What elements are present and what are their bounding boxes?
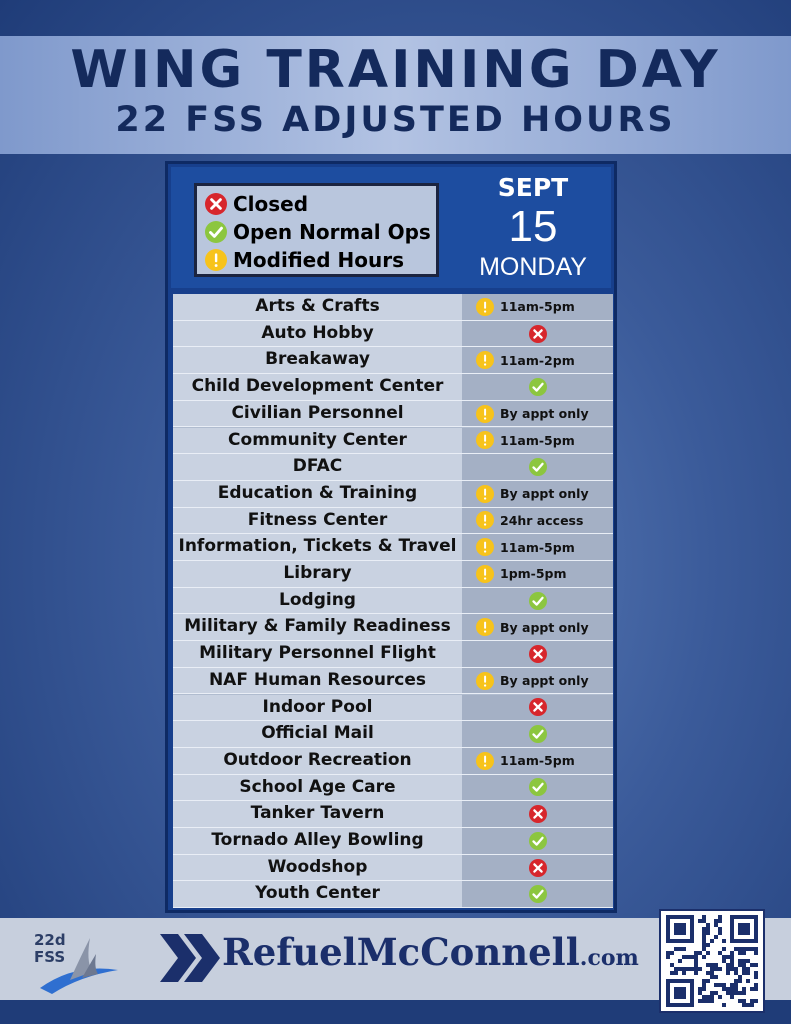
table-row: [173, 721, 613, 748]
facility-status: [462, 614, 613, 640]
table-row: [173, 775, 613, 802]
facility-status: [462, 561, 613, 587]
facility-hours: 11am-2pm: [500, 352, 575, 368]
facility-status: [462, 828, 613, 854]
date-month: SEPT: [497, 173, 569, 202]
closed-icon: [529, 805, 547, 823]
facility-name: DFAC: [173, 454, 462, 480]
legend-closed: [205, 190, 436, 218]
facility-hours: 11am-5pm: [500, 753, 575, 769]
table-row: [173, 748, 613, 775]
exclamation-icon: [476, 565, 494, 583]
facility-name: Civilian Personnel: [173, 401, 462, 427]
closed-icon: [205, 193, 227, 215]
facility-hours: By appt only: [500, 486, 589, 502]
facility-status: [462, 534, 613, 560]
facility-name: Fitness Center: [173, 508, 462, 534]
table-row: [173, 668, 613, 695]
facility-name: Youth Center: [173, 881, 462, 907]
facility-status: [462, 454, 613, 480]
exclamation-icon: [476, 752, 494, 770]
facility-name: Official Mail: [173, 721, 462, 747]
table-row: [173, 374, 613, 401]
facility-name: Child Development Center: [173, 374, 462, 400]
facility-name: Tanker Tavern: [173, 801, 462, 827]
facility-name: Community Center: [173, 428, 462, 454]
exclamation-icon: [476, 485, 494, 503]
exclamation-icon: [476, 511, 494, 529]
facility-status: [462, 855, 613, 881]
logo-line2: FSS: [34, 948, 66, 966]
exclamation-icon: [476, 431, 494, 449]
legend-modified-label: Modified Hours: [233, 248, 404, 272]
exclamation-icon: [476, 538, 494, 556]
facility-status: [462, 347, 613, 373]
facility-status: [462, 641, 613, 667]
legend: [194, 183, 439, 277]
page-subtitle: 22 FSS ADJUSTED HOURS: [115, 100, 676, 140]
facility-name: Indoor Pool: [173, 695, 462, 721]
table-row: [173, 881, 613, 908]
table-row: [173, 321, 613, 348]
table-row: [173, 534, 613, 561]
facility-status: [462, 881, 613, 907]
facility-name: Arts & Crafts: [173, 294, 462, 320]
facility-status: [462, 428, 613, 454]
facility-status: [462, 721, 613, 747]
exclamation-icon: [205, 249, 227, 271]
facility-status: [462, 748, 613, 774]
facility-name: Breakaway: [173, 347, 462, 373]
check-icon: [529, 885, 547, 903]
fss-logo-text: [34, 932, 66, 966]
logo-line1: 22d: [34, 931, 66, 949]
closed-icon: [529, 325, 547, 343]
check-icon: [529, 458, 547, 476]
facility-status: [462, 801, 613, 827]
legend-open: [205, 218, 436, 246]
closed-icon: [529, 859, 547, 877]
table-row: [173, 428, 613, 455]
facility-name: Auto Hobby: [173, 321, 462, 347]
table-row: [173, 481, 613, 508]
check-icon: [529, 778, 547, 796]
table-row: [173, 561, 613, 588]
facility-table: [173, 294, 613, 908]
date-weekday: MONDAY: [479, 253, 587, 281]
table-row: [173, 828, 613, 855]
panel-header: [171, 167, 611, 288]
facility-name: Lodging: [173, 588, 462, 614]
facility-name: Education & Training: [173, 481, 462, 507]
table-row: [173, 508, 613, 535]
website-name: RefuelMcConnell: [222, 930, 580, 974]
facility-status: [462, 775, 613, 801]
facility-name: Woodshop: [173, 855, 462, 881]
facility-hours: By appt only: [500, 406, 589, 422]
check-icon: [529, 592, 547, 610]
legend-closed-label: Closed: [233, 192, 309, 216]
header-banner: [0, 36, 791, 154]
website-tld: .com: [579, 945, 639, 971]
table-row: [173, 347, 613, 374]
facility-hours: By appt only: [500, 619, 589, 635]
facility-name: Military & Family Readiness: [173, 614, 462, 640]
facility-name: NAF Human Resources: [173, 668, 462, 694]
table-row: [173, 614, 613, 641]
check-icon: [205, 221, 227, 243]
facility-hours: 11am-5pm: [500, 299, 575, 315]
exclamation-icon: [476, 351, 494, 369]
closed-icon: [529, 645, 547, 663]
date-day: 15: [508, 202, 558, 251]
facility-status: [462, 588, 613, 614]
facility-status: [462, 695, 613, 721]
table-row: [173, 801, 613, 828]
table-row: [173, 454, 613, 481]
chevron-logo-icon: [158, 932, 222, 984]
legend-open-label: Open Normal Ops: [233, 220, 431, 244]
facility-status: [462, 294, 613, 320]
facility-hours: By appt only: [500, 673, 589, 689]
facility-name: Tornado Alley Bowling: [173, 828, 462, 854]
exclamation-icon: [476, 618, 494, 636]
facility-name: Information, Tickets & Travel: [173, 534, 462, 560]
facility-hours: 11am-5pm: [500, 539, 575, 555]
facility-hours: 11am-5pm: [500, 432, 575, 448]
facility-hours: 24hr access: [500, 512, 584, 528]
facility-name: School Age Care: [173, 775, 462, 801]
table-row: [173, 695, 613, 722]
facility-status: [462, 321, 613, 347]
website-link[interactable]: [222, 930, 639, 986]
exclamation-icon: [476, 672, 494, 690]
facility-status: [462, 508, 613, 534]
facility-hours: 1pm-5pm: [500, 566, 567, 582]
exclamation-icon: [476, 298, 494, 316]
facility-name: Outdoor Recreation: [173, 748, 462, 774]
facility-name: Library: [173, 561, 462, 587]
check-icon: [529, 725, 547, 743]
hours-panel: [165, 161, 617, 913]
qr-code-graphic: [661, 911, 763, 1011]
table-row: [173, 855, 613, 882]
table-row: [173, 588, 613, 615]
date-block: [463, 173, 603, 283]
table-row: [173, 401, 613, 428]
table-row: [173, 294, 613, 321]
table-row: [173, 641, 613, 668]
check-icon: [529, 832, 547, 850]
page-title: WING TRAINING DAY: [70, 40, 721, 100]
facility-status: [462, 668, 613, 694]
facility-status: [462, 374, 613, 400]
qr-code[interactable]: [659, 909, 765, 1013]
facility-name: Military Personnel Flight: [173, 641, 462, 667]
fss-logo: [30, 928, 125, 998]
facility-status: [462, 401, 613, 427]
exclamation-icon: [476, 405, 494, 423]
facility-status: [462, 481, 613, 507]
check-icon: [529, 378, 547, 396]
legend-modified: [205, 246, 436, 274]
closed-icon: [529, 698, 547, 716]
